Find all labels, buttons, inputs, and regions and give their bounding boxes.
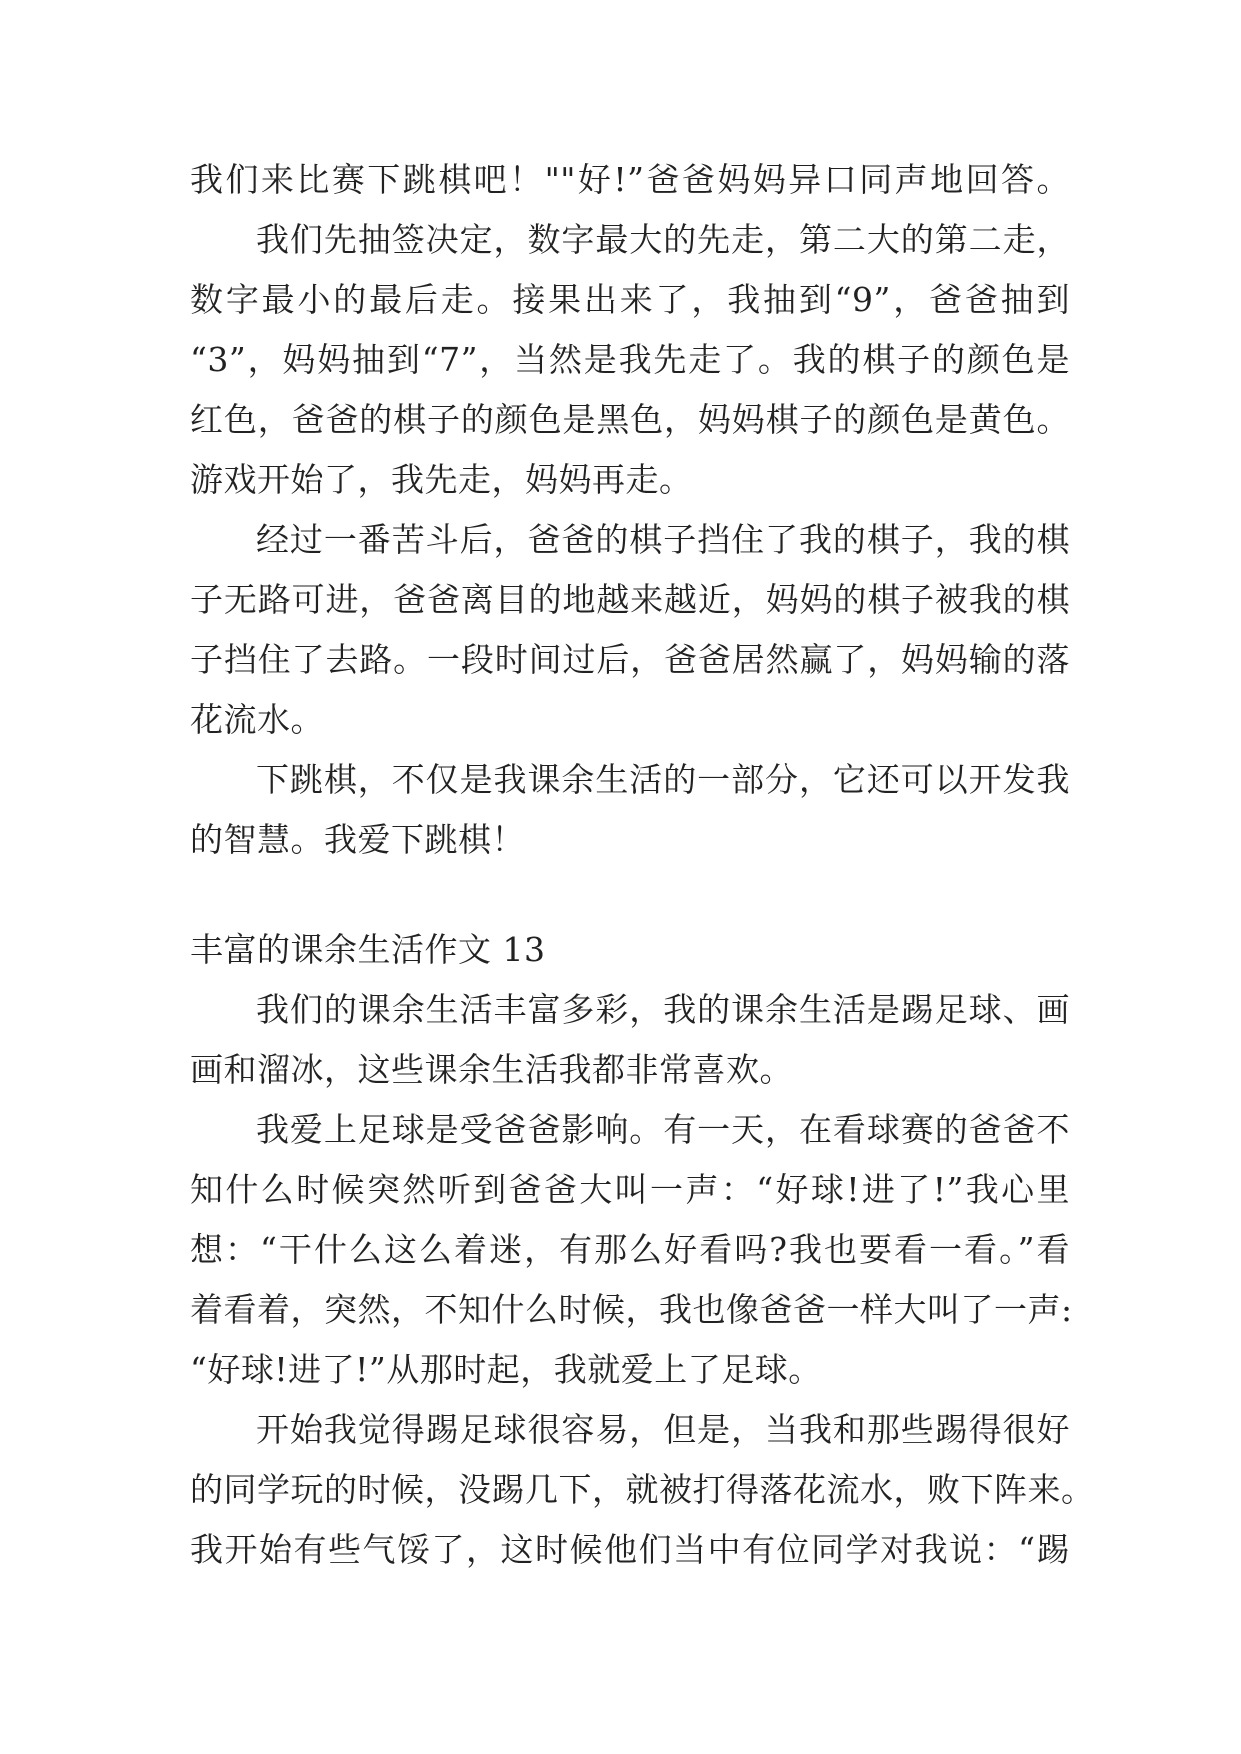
text-line-3: 数字最小的最后走。接果出来了，我抽到“9”，爸爸抽到 <box>190 280 1070 319</box>
text-line-14: 我们的课余生活丰富多彩，我的课余生活是踢足球、画 <box>256 990 1070 1029</box>
text-line-21: 开始我觉得踢足球很容易，但是，当我和那些踢得很好 <box>256 1410 1070 1449</box>
text-line-15: 画和溜冰，这些课余生活我都非常喜欢。 <box>190 1050 793 1089</box>
text-line-4: “3”，妈妈抽到“7”，当然是我先走了。我的棋子的颜色是 <box>190 340 1070 379</box>
text-line-7: 经过一番苦斗后，爸爸的棋子挡住了我的棋子，我的棋 <box>256 520 1070 559</box>
text-line-5: 红色，爸爸的棋子的颜色是黑色，妈妈棋子的颜色是黄色。 <box>190 400 1070 439</box>
text-line-9: 子挡住了去路。一段时间过后，爸爸居然赢了，妈妈输的落 <box>190 640 1070 679</box>
text-line-12: 的智慧。我爱下跳棋！ <box>190 820 525 859</box>
text-line-11: 下跳棋，不仅是我课余生活的一部分，它还可以开发我 <box>256 760 1070 799</box>
text-line-18: 想：“干什么这么着迷，有那么好看吗?我也要看一看。”看 <box>190 1230 1070 1269</box>
text-line-8: 子无路可进，爸爸离目的地越来越近，妈妈的棋子被我的棋 <box>190 580 1070 619</box>
text-line-1: 我们来比赛下跳棋吧！""好!”爸爸妈妈异口同声地回答。 <box>190 160 1070 199</box>
text-line-16: 我爱上足球是受爸爸影响。有一天，在看球赛的爸爸不 <box>256 1110 1070 1149</box>
text-line-10: 花流水。 <box>190 700 324 739</box>
text-line-2: 我们先抽签决定，数字最大的先走，第二大的第二走， <box>256 220 1070 259</box>
text-line-20: “好球!进了!”从那时起，我就爱上了足球。 <box>190 1350 822 1389</box>
text-line-17: 知什么时候突然听到爸爸大叫一声：“好球!进了!”我心里 <box>190 1170 1070 1209</box>
text-line-22: 的同学玩的时候，没踢几下，就被打得落花流水，败下阵来。 <box>190 1470 1095 1509</box>
text-line-23: 我开始有些气馁了，这时候他们当中有位同学对我说：“踢 <box>190 1530 1070 1569</box>
text-line-19: 着看着，突然，不知什么时候，我也像爸爸一样大叫了一声: <box>190 1290 1073 1329</box>
section-heading: 丰富的课余生活作文 13 <box>190 930 546 969</box>
text-line-6: 游戏开始了，我先走，妈妈再走。 <box>190 460 693 499</box>
